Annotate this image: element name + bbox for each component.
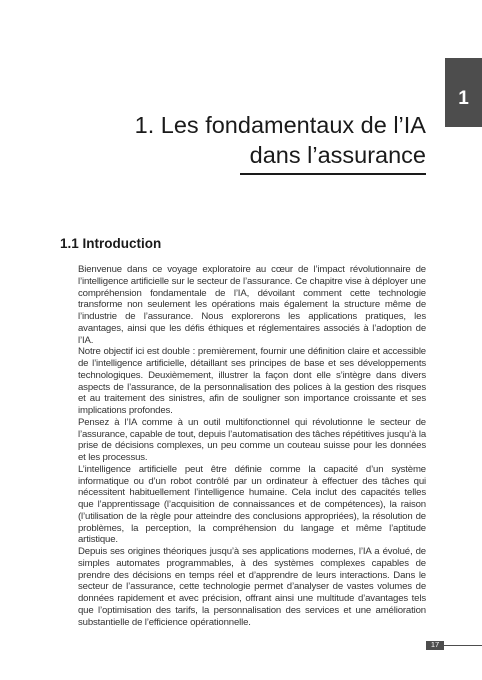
paragraph: Notre objectif ici est double : premièrement, fournir une définition claire et accessible de l’intelligence artificielle, détaillant ses principes de base et ses développements technologiques. Deuxièmement, illustrer la façon dont elle s’intègre dans divers aspects de l’assurance, de la personnalisation des polices à la gestion des risques et au traitement des sinistres, afin de souligner son importance croissante et ses implications profondes. [78,346,426,416]
paragraph: Pensez à l’IA comme à un outil multifonctionnel qui révolutionne le secteur de l’assurance, capable de tout, depuis l’automatisation des tâches répétitives jusqu’à la prise de décisions complexes, un peu comme un couteau suisse pour les données et les processus. [78,416,426,463]
chapter-tab [445,58,482,127]
section-heading: 1.1 Introduction [60,236,162,251]
chapter-number: 1 [458,88,469,109]
title-underline [240,173,426,175]
paragraph: Bienvenue dans ce voyage exploratoire au cœur de l’impact révolutionnaire de l’intelligence artificielle sur le secteur de l’assurance. Ce chapitre vise à déployer une compréhension fondamentale de l’IA, dévoilant comment cette technologie transforme non seulement les opérations mais également la structure même de l’industrie de l’assurance. Nous explorerons les applications pratiques, les avantages, ainsi que les défis éthiques et réglementaires associés à l’adoption de l’IA. [78,264,426,346]
chapter-title-line-1: 1. Les fondamentaux de l’IA [134,112,426,138]
body-text [78,264,426,628]
page-number-badge [426,641,444,650]
paragraph: Depuis ses origines théoriques jusqu’à ses applications modernes, l’IA a évolué, de simples automates programmables, à des systèmes complexes capables de prendre des décisions en temps réel et d’apprendre de leurs interactions. Dans le secteur de l’assurance, cette technologie permet d’analyser de vastes volumes de données rapidement et avec précision, offrant ainsi une multitude d’avantages tels que l’optimisation des tarifs, la personnalisation des services et une amélioration substantielle de l’efficience opérationnelle. [78,546,426,628]
chapter-title [60,110,426,170]
paragraph: L’intelligence artificielle peut être définie comme la capacité d’un système informatique ou d’un robot contrôlé par un ordinateur à effectuer des tâches qui nécessitent habituellement l’intelligence humaine. Cela inclut des capacités telles que l’apprentissage (l’acquisition de connaissances et de compétences), la raison (l’utilisation de la règle pour atteindre des conclusions appropriées), la résolution de problèmes, la perception, la compréhension du langage et même l’aptitude artistique. [78,463,426,546]
chapter-title-line-2: dans l’assurance [249,142,426,168]
page-number: 17 [430,640,440,649]
footer-rule [444,645,482,646]
